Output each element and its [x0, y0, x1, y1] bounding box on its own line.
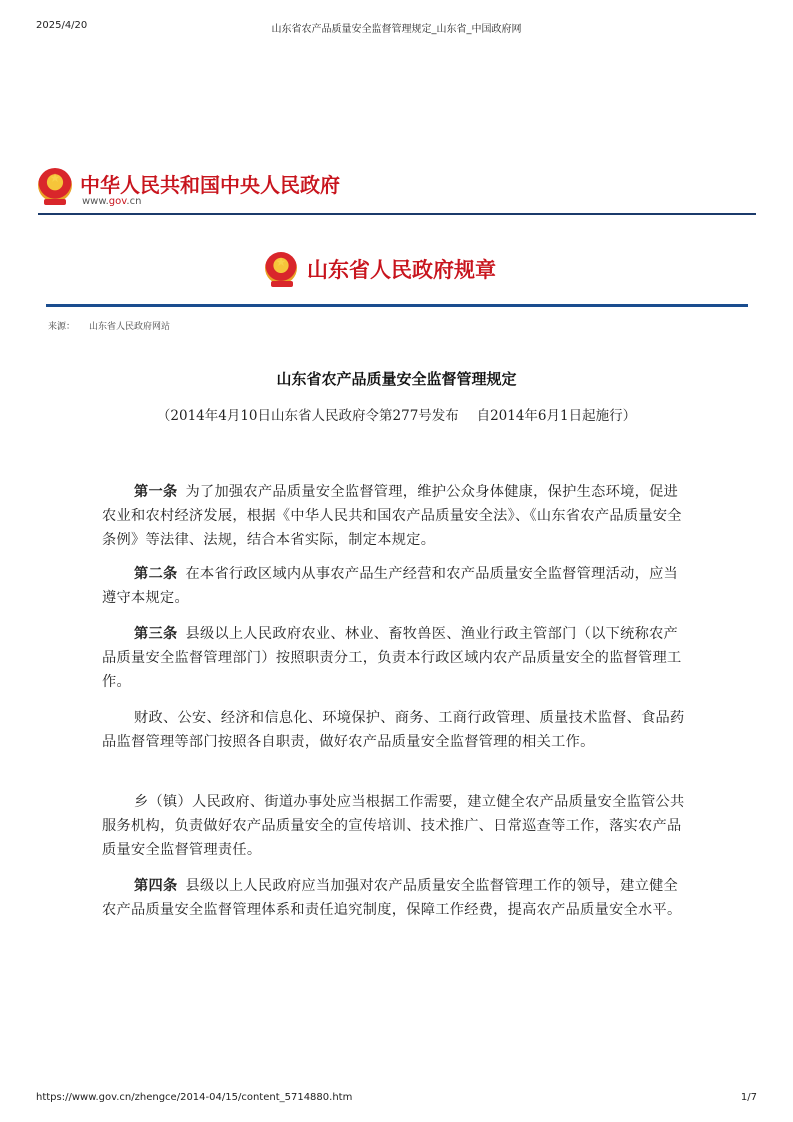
- print-page-title: 山东省农产品质量安全监督管理规定_山东省_中国政府网: [271, 24, 522, 35]
- source-value: 山东省人民政府网站: [89, 322, 171, 332]
- header-divider: [38, 213, 756, 215]
- article-number: 第二条: [134, 566, 178, 582]
- article-text: 县级以上人民政府农业、林业、畜牧兽医、渔业行政主管部门（以下统称农产品质量安全监督管理部门）按照职责分工，负责本行政区域内农产品质量安全的监督管理工作。: [102, 626, 682, 690]
- site-header: [38, 166, 758, 214]
- article-number: 第一条: [134, 484, 178, 500]
- article-text: 在本省行政区域内从事农产品生产经营和农产品质量安全监督管理活动，应当遵守本规定。: [102, 566, 679, 606]
- document-title: 山东省农产品质量安全监督管理规定: [276, 370, 517, 388]
- article-paragraph: [102, 790, 692, 862]
- article-text: 乡（镇）人民政府、街道办事处应当根据工作需要，建立健全农产品质量安全监管公共服务机构，负责做好农产品质量安全的宣传培训、技术推广、日常巡查等工作，落实农产品质量安全监督管理责任。: [102, 794, 685, 858]
- print-page-number: 1/7: [740, 1092, 757, 1103]
- site-url-gov: gov: [108, 196, 127, 207]
- article-paragraph: [102, 874, 692, 922]
- banner-divider: [46, 304, 748, 307]
- source-line: [48, 319, 184, 332]
- article-text: 财政、公安、经济和信息化、环境保护、商务、工商行政管理、质量技术监督、食品药品监督管理等部门按照各自职责，做好农产品质量安全监督管理的相关工作。: [102, 710, 685, 750]
- document-subtitle: （2014年4月10日山东省人民政府令第277号发布 自2014年6月1日起施行）: [156, 408, 637, 424]
- site-name[interactable]: 中华人民共和国中央人民政府: [80, 173, 340, 197]
- print-date: 2025/4/20: [36, 20, 88, 31]
- article-paragraph: [102, 480, 692, 552]
- rules-banner-title: 山东省人民政府规章: [307, 257, 496, 282]
- source-label: 来源：: [48, 322, 76, 332]
- article-text: 县级以上人民政府应当加强对农产品质量安全监督管理工作的领导，建立健全农产品质量安全监督管理体系和责任追究制度，保障工作经费，提高农产品质量安全水平。: [102, 878, 682, 918]
- site-url-prefix: www.: [82, 196, 109, 207]
- site-url-suffix: .cn: [126, 196, 142, 207]
- article-number: 第四条: [134, 878, 178, 894]
- article-number: 第三条: [134, 626, 178, 642]
- rules-banner: [265, 252, 535, 292]
- article-paragraph: [102, 562, 692, 610]
- article-paragraph: [102, 622, 692, 694]
- print-url: https://www.gov.cn/zhengce/2014-04/15/content_5714880.htm: [36, 1092, 353, 1103]
- article-paragraph: [102, 706, 692, 754]
- national-emblem-icon: ★: [38, 168, 72, 202]
- site-url[interactable]: [82, 196, 141, 207]
- article-text: 为了加强农产品质量安全监督管理，维护公众身体健康，保护生态环境，促进农业和农村经济发展，根据《中华人民共和国农产品质量安全法》、《山东省农产品质量安全条例》等法律、法规，结合本省实际，制定本规定。: [102, 484, 682, 548]
- national-emblem-icon: ★: [265, 252, 297, 284]
